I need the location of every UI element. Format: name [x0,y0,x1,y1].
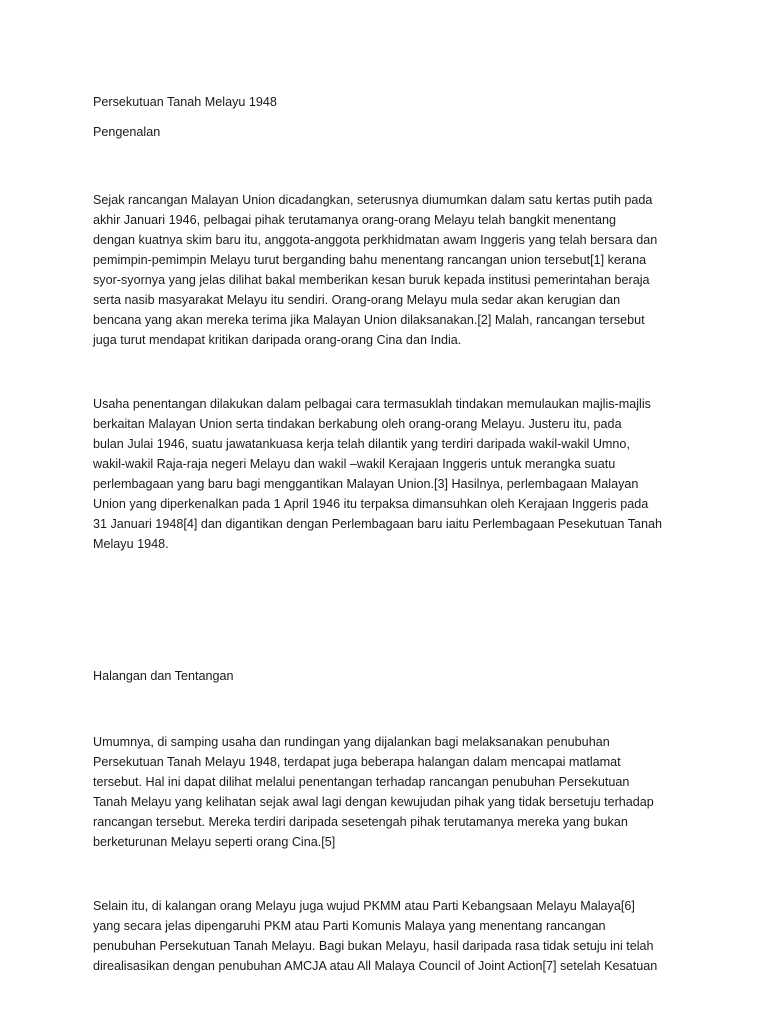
text-line: penubuhan Persekutuan Tanah Melayu. Bagi bukan Melayu, hasil daripada rasa tidak setuju ini telah [93,939,654,953]
text-line: pemimpin-pemimpin Melayu turut berganding bahu menentang rancangan union tersebut[1] kerana [93,253,647,267]
text-line: perlembagaan yang baru bagi menggantikan Malayan Union.[3] Hasilnya, perlembagaan Malayan [93,477,639,491]
text-line: Persekutuan Tanah Melayu 1948, terdapat juga beberapa halangan dalam mencapai matlamat [93,755,621,769]
text-line: yang secara jelas dipengaruhi PKM atau Parti Komunis Malaya yang menentang rancangan [93,919,606,933]
text-line: dengan kuatnya skim baru itu, anggota-anggota perkhidmatan awam Inggeris yang telah bersara dan [93,233,658,247]
text-line: berketurunan Melayu seperti orang Cina.[5] [93,835,336,849]
text-line: wakil-wakil Raja-raja negeri Melayu dan wakil –wakil Kerajaan Inggeris untuk merangka suatu [93,457,616,471]
text-line: 31 Januari 1948[4] dan digantikan dengan Perlembagaan baru iaitu Perlembagaan Pesekutuan Tanah [93,517,663,531]
text-line: Melayu 1948. [93,537,169,551]
text-line: Umumnya, di samping usaha dan rundingan yang dijalankan bagi melaksanakan penubuhan [93,735,610,749]
section-heading-halangan: Halangan dan Tentangan [93,669,234,683]
text-line: tersebut. Hal ini dapat dilihat melalui penentangan terhadap rancangan penubuhan Persekutuan [93,775,630,789]
text-line: rancangan tersebut. Mereka terdiri daripada sesetengah pihak terutamanya mereka yang bukan [93,815,628,829]
text-line: direalisasikan dengan penubuhan AMCJA atau All Malaya Council of Joint Action[7] setelah Kesatuan [93,959,658,973]
text-line: Selain itu, di kalangan orang Melayu juga wujud PKMM atau Parti Kebangsaan Melayu Malaya[6] [93,899,635,913]
text-line: berkaitan Malayan Union serta tindakan berkabung oleh orang-orang Melayu. Justeru itu, pada [93,417,622,431]
text-line: juga turut mendapat kritikan daripada orang-orang Cina dan India. [93,333,462,347]
text-line: bulan Julai 1946, suatu jawatankuasa kerja telah dilantik yang terdiri daripada wakil-wakil Umno, [93,437,630,451]
text-line: Union yang diperkenalkan pada 1 April 1946 itu terpaksa dimansuhkan oleh Kerajaan Inggeris pada [93,497,649,511]
text-line: Tanah Melayu yang kelihatan sejak awal lagi dengan kewujudan pihak yang tidak bersetuju terhadap [93,795,654,809]
text-line: bencana yang akan mereka terima jika Malayan Union dilaksanakan.[2] Malah, rancangan tersebut [93,313,645,327]
section-heading-pengenalan: Pengenalan [93,125,161,139]
text-line: syor-syornya yang jelas dilihat bakal memberikan kesan buruk kepada institusi pemerintahan beraja [93,273,650,287]
document-title: Persekutuan Tanah Melayu 1948 [93,95,277,109]
text-line: serta nasib masyarakat Melayu itu sendiri. Orang-orang Melayu mula sedar akan kerugian dan [93,293,621,307]
text-line: Usaha penentangan dilakukan dalam pelbagai cara termasuklah tindakan memulaukan majlis-majlis [93,397,651,411]
text-line: akhir Januari 1946, pelbagai pihak terutamanya orang-orang Melayu telah bangkit menentang [93,213,616,227]
text-line: Sejak rancangan Malayan Union dicadangkan, seterusnya diumumkan dalam satu kertas putih pada [93,193,653,207]
